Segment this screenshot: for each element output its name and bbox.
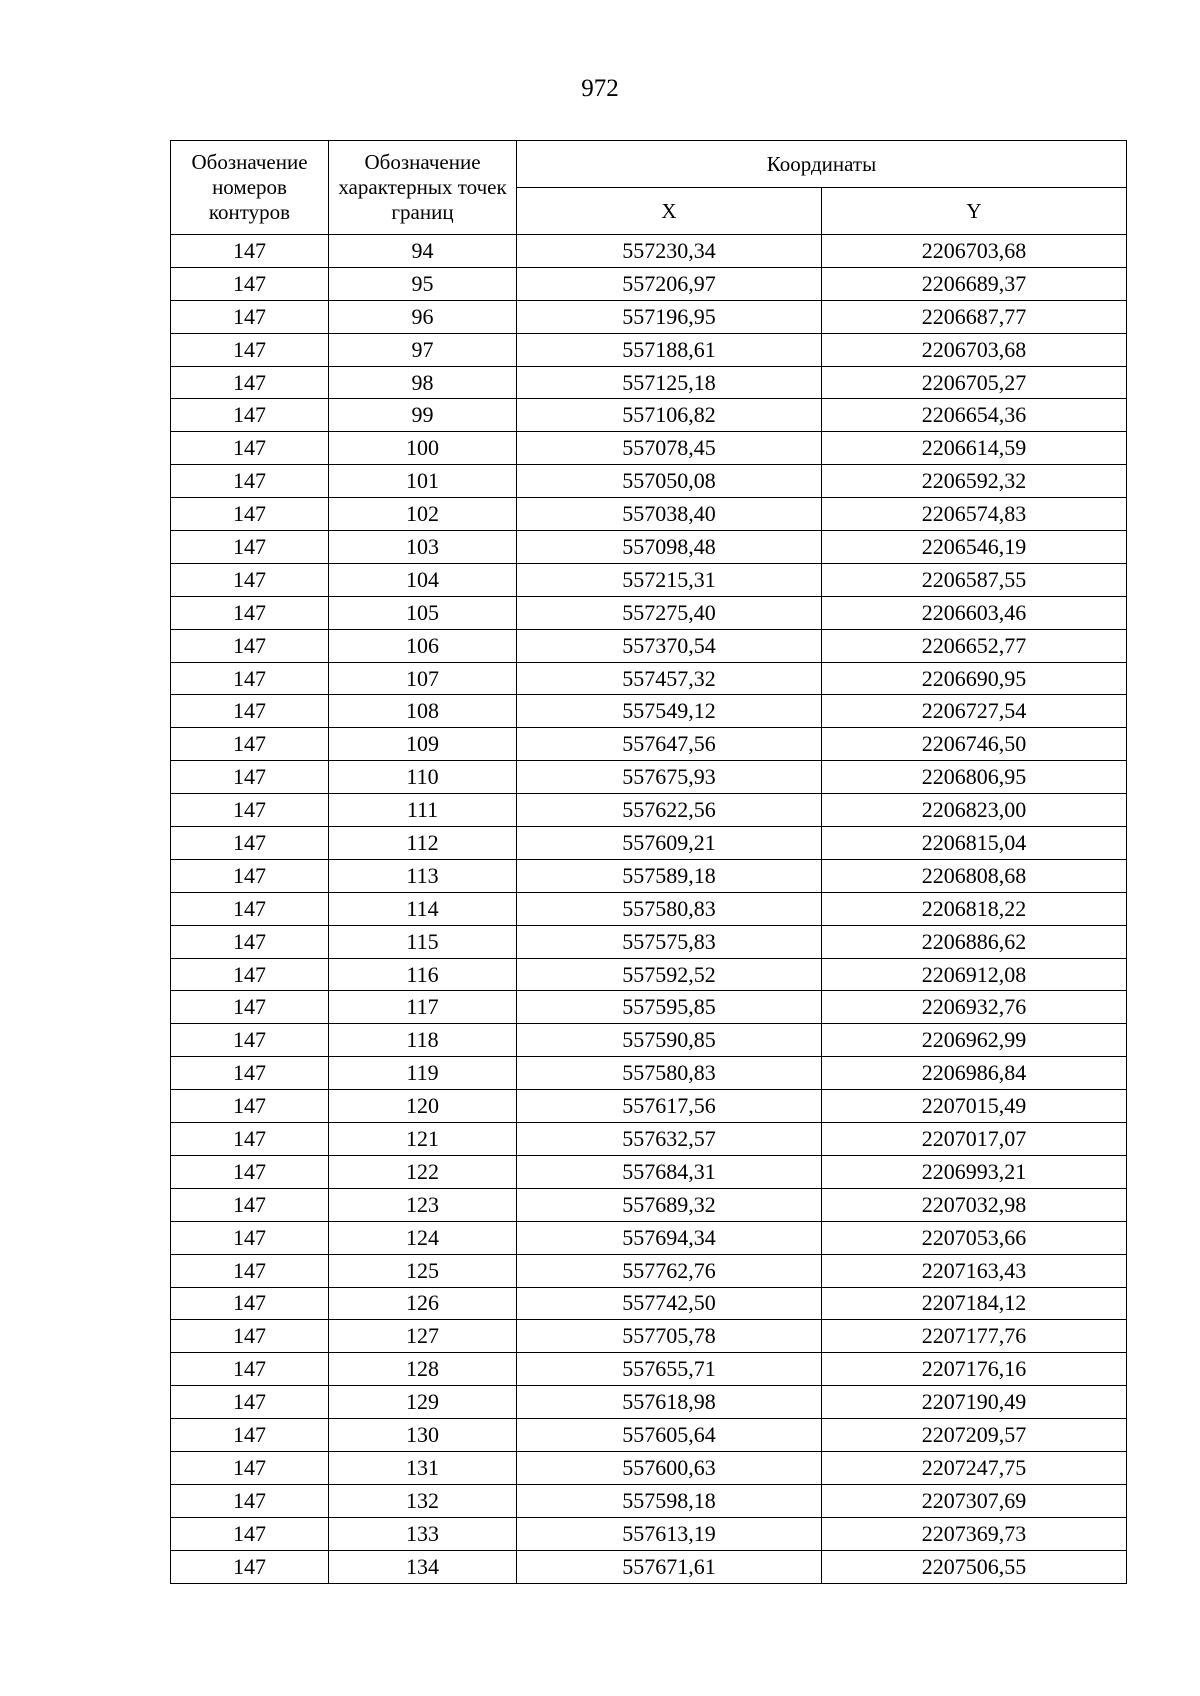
page-number: 972 (581, 75, 619, 102)
cell-x: 557598,18 (517, 1484, 822, 1517)
table-row (171, 399, 1127, 432)
cell-x: 557125,18 (517, 366, 822, 399)
table-row (171, 1090, 1127, 1123)
cell-x: 557549,12 (517, 695, 822, 728)
table-row (171, 1155, 1127, 1188)
table-row (171, 1353, 1127, 1386)
cell-x: 557600,63 (517, 1451, 822, 1484)
cell-y: 2207506,55 (822, 1550, 1127, 1583)
cell-point: 124 (329, 1221, 517, 1254)
cell-point: 97 (329, 333, 517, 366)
cell-x: 557592,52 (517, 958, 822, 991)
cell-point: 113 (329, 859, 517, 892)
cell-x: 557595,85 (517, 991, 822, 1024)
table-row (171, 991, 1127, 1024)
cell-contour: 147 (171, 1188, 329, 1221)
cell-contour: 147 (171, 958, 329, 991)
cell-x: 557762,76 (517, 1254, 822, 1287)
table-row (171, 728, 1127, 761)
table-row (171, 827, 1127, 860)
table-row (171, 1484, 1127, 1517)
cell-x: 557038,40 (517, 498, 822, 531)
table-row (171, 1451, 1127, 1484)
cell-point: 99 (329, 399, 517, 432)
table-row (171, 794, 1127, 827)
cell-point: 111 (329, 794, 517, 827)
cell-y: 2207176,16 (822, 1353, 1127, 1386)
table-row (171, 235, 1127, 268)
cell-x: 557618,98 (517, 1386, 822, 1419)
cell-point: 133 (329, 1517, 517, 1550)
cell-contour: 147 (171, 1287, 329, 1320)
cell-y: 2207017,07 (822, 1123, 1127, 1156)
cell-x: 557580,83 (517, 892, 822, 925)
cell-point: 108 (329, 695, 517, 728)
cell-y: 2206705,27 (822, 366, 1127, 399)
cell-x: 557647,56 (517, 728, 822, 761)
table-row (171, 662, 1127, 695)
table-row (171, 366, 1127, 399)
cell-contour: 147 (171, 1024, 329, 1057)
cell-point: 112 (329, 827, 517, 860)
table-row (171, 300, 1127, 333)
cell-x: 557742,50 (517, 1287, 822, 1320)
cell-point: 118 (329, 1024, 517, 1057)
cell-contour: 147 (171, 761, 329, 794)
header-coordinates: Координаты (517, 141, 1127, 188)
table-row (171, 1057, 1127, 1090)
table-row (171, 1024, 1127, 1057)
cell-y: 2206603,46 (822, 596, 1127, 629)
cell-x: 557457,32 (517, 662, 822, 695)
cell-y: 2206746,50 (822, 728, 1127, 761)
cell-y: 2206823,00 (822, 794, 1127, 827)
table-row (171, 1517, 1127, 1550)
table-row (171, 563, 1127, 596)
table-row (171, 761, 1127, 794)
cell-contour: 147 (171, 662, 329, 695)
cell-point: 128 (329, 1353, 517, 1386)
cell-point: 119 (329, 1057, 517, 1090)
cell-y: 2206654,36 (822, 399, 1127, 432)
cell-x: 557589,18 (517, 859, 822, 892)
cell-contour: 147 (171, 827, 329, 860)
cell-contour: 147 (171, 465, 329, 498)
cell-contour: 147 (171, 1090, 329, 1123)
cell-point: 102 (329, 498, 517, 531)
cell-x: 557622,56 (517, 794, 822, 827)
cell-y: 2206690,95 (822, 662, 1127, 695)
cell-contour: 147 (171, 399, 329, 432)
cell-y: 2206703,68 (822, 333, 1127, 366)
cell-y: 2206818,22 (822, 892, 1127, 925)
table-row (171, 859, 1127, 892)
table-row (171, 596, 1127, 629)
cell-contour: 147 (171, 1353, 329, 1386)
cell-y: 2207163,43 (822, 1254, 1127, 1287)
cell-contour: 147 (171, 300, 329, 333)
cell-x: 557632,57 (517, 1123, 822, 1156)
cell-contour: 147 (171, 728, 329, 761)
cell-point: 126 (329, 1287, 517, 1320)
cell-y: 2207247,75 (822, 1451, 1127, 1484)
cell-point: 104 (329, 563, 517, 596)
cell-contour: 147 (171, 531, 329, 564)
table-row (171, 1123, 1127, 1156)
cell-contour: 147 (171, 1221, 329, 1254)
cell-x: 557098,48 (517, 531, 822, 564)
cell-contour: 147 (171, 1484, 329, 1517)
table-row (171, 432, 1127, 465)
cell-point: 114 (329, 892, 517, 925)
cell-point: 95 (329, 267, 517, 300)
cell-y: 2207053,66 (822, 1221, 1127, 1254)
cell-x: 557050,08 (517, 465, 822, 498)
cell-y: 2207209,57 (822, 1419, 1127, 1452)
cell-x: 557613,19 (517, 1517, 822, 1550)
cell-contour: 147 (171, 859, 329, 892)
cell-x: 557106,82 (517, 399, 822, 432)
cell-point: 107 (329, 662, 517, 695)
table-body (171, 235, 1127, 1584)
table-row (171, 892, 1127, 925)
table-row (171, 1550, 1127, 1583)
table-row (171, 1419, 1127, 1452)
cell-y: 2207177,76 (822, 1320, 1127, 1353)
table-row (171, 695, 1127, 728)
cell-contour: 147 (171, 498, 329, 531)
cell-x: 557580,83 (517, 1057, 822, 1090)
cell-point: 96 (329, 300, 517, 333)
cell-y: 2206652,77 (822, 629, 1127, 662)
cell-y: 2206592,32 (822, 465, 1127, 498)
cell-x: 557694,34 (517, 1221, 822, 1254)
header-x: X (517, 188, 822, 235)
table-row (171, 1320, 1127, 1353)
cell-contour: 147 (171, 695, 329, 728)
table-row (171, 629, 1127, 662)
cell-point: 132 (329, 1484, 517, 1517)
cell-y: 2206574,83 (822, 498, 1127, 531)
table-row (171, 498, 1127, 531)
cell-x: 557689,32 (517, 1188, 822, 1221)
cell-x: 557671,61 (517, 1550, 822, 1583)
cell-contour: 147 (171, 1155, 329, 1188)
cell-point: 103 (329, 531, 517, 564)
cell-point: 117 (329, 991, 517, 1024)
cell-x: 557655,71 (517, 1353, 822, 1386)
cell-y: 2206962,99 (822, 1024, 1127, 1057)
cell-point: 94 (329, 235, 517, 268)
table-row (171, 267, 1127, 300)
cell-y: 2206687,77 (822, 300, 1127, 333)
cell-y: 2207369,73 (822, 1517, 1127, 1550)
cell-y: 2207307,69 (822, 1484, 1127, 1517)
cell-contour: 147 (171, 892, 329, 925)
cell-contour: 147 (171, 563, 329, 596)
cell-point: 101 (329, 465, 517, 498)
cell-x: 557609,21 (517, 827, 822, 860)
cell-contour: 147 (171, 629, 329, 662)
table-row (171, 958, 1127, 991)
cell-x: 557684,31 (517, 1155, 822, 1188)
cell-point: 110 (329, 761, 517, 794)
cell-x: 557370,54 (517, 629, 822, 662)
cell-y: 2206703,68 (822, 235, 1127, 268)
cell-point: 105 (329, 596, 517, 629)
cell-point: 125 (329, 1254, 517, 1287)
header-points: Обозначение характерных точек границ (329, 141, 517, 235)
cell-contour: 147 (171, 1550, 329, 1583)
table-row (171, 1287, 1127, 1320)
cell-point: 134 (329, 1550, 517, 1583)
cell-contour: 147 (171, 1517, 329, 1550)
header-contour: Обозначение номеров контуров (171, 141, 329, 235)
cell-contour: 147 (171, 333, 329, 366)
table-row (171, 1254, 1127, 1287)
header-y: Y (822, 188, 1127, 235)
cell-point: 121 (329, 1123, 517, 1156)
cell-y: 2206932,76 (822, 991, 1127, 1024)
cell-x: 557575,83 (517, 925, 822, 958)
cell-contour: 147 (171, 991, 329, 1024)
cell-x: 557617,56 (517, 1090, 822, 1123)
table-row (171, 1188, 1127, 1221)
table-header (171, 141, 1127, 235)
cell-point: 120 (329, 1090, 517, 1123)
cell-contour: 147 (171, 267, 329, 300)
cell-contour: 147 (171, 1451, 329, 1484)
cell-point: 130 (329, 1419, 517, 1452)
table-row (171, 333, 1127, 366)
cell-x: 557675,93 (517, 761, 822, 794)
cell-x: 557078,45 (517, 432, 822, 465)
cell-x: 557215,31 (517, 563, 822, 596)
cell-contour: 147 (171, 1254, 329, 1287)
cell-y: 2206614,59 (822, 432, 1127, 465)
cell-contour: 147 (171, 1386, 329, 1419)
table-row (171, 465, 1127, 498)
cell-point: 100 (329, 432, 517, 465)
coordinates-table (170, 140, 1127, 1584)
cell-contour: 147 (171, 794, 329, 827)
cell-point: 115 (329, 925, 517, 958)
cell-point: 127 (329, 1320, 517, 1353)
cell-y: 2206587,55 (822, 563, 1127, 596)
cell-point: 122 (329, 1155, 517, 1188)
cell-contour: 147 (171, 432, 329, 465)
cell-x: 557605,64 (517, 1419, 822, 1452)
cell-point: 98 (329, 366, 517, 399)
cell-y: 2206689,37 (822, 267, 1127, 300)
cell-contour: 147 (171, 1123, 329, 1156)
cell-y: 2206912,08 (822, 958, 1127, 991)
cell-contour: 147 (171, 1057, 329, 1090)
cell-y: 2206546,19 (822, 531, 1127, 564)
cell-y: 2206986,84 (822, 1057, 1127, 1090)
cell-point: 106 (329, 629, 517, 662)
cell-y: 2206727,54 (822, 695, 1127, 728)
table-row (171, 1221, 1127, 1254)
cell-x: 557275,40 (517, 596, 822, 629)
table-row (171, 925, 1127, 958)
cell-contour: 147 (171, 1419, 329, 1452)
cell-contour: 147 (171, 1320, 329, 1353)
cell-point: 116 (329, 958, 517, 991)
table-row (171, 531, 1127, 564)
cell-y: 2207032,98 (822, 1188, 1127, 1221)
cell-x: 557188,61 (517, 333, 822, 366)
cell-y: 2206815,04 (822, 827, 1127, 860)
cell-y: 2206886,62 (822, 925, 1127, 958)
cell-point: 109 (329, 728, 517, 761)
cell-point: 123 (329, 1188, 517, 1221)
cell-contour: 147 (171, 235, 329, 268)
cell-y: 2206808,68 (822, 859, 1127, 892)
cell-contour: 147 (171, 596, 329, 629)
cell-y: 2207184,12 (822, 1287, 1127, 1320)
cell-x: 557705,78 (517, 1320, 822, 1353)
cell-y: 2206806,95 (822, 761, 1127, 794)
cell-x: 557196,95 (517, 300, 822, 333)
cell-x: 557590,85 (517, 1024, 822, 1057)
cell-contour: 147 (171, 366, 329, 399)
cell-point: 129 (329, 1386, 517, 1419)
cell-y: 2207190,49 (822, 1386, 1127, 1419)
cell-contour: 147 (171, 925, 329, 958)
cell-point: 131 (329, 1451, 517, 1484)
cell-y: 2207015,49 (822, 1090, 1127, 1123)
cell-x: 557230,34 (517, 235, 822, 268)
cell-y: 2206993,21 (822, 1155, 1127, 1188)
table-row (171, 1386, 1127, 1419)
cell-x: 557206,97 (517, 267, 822, 300)
